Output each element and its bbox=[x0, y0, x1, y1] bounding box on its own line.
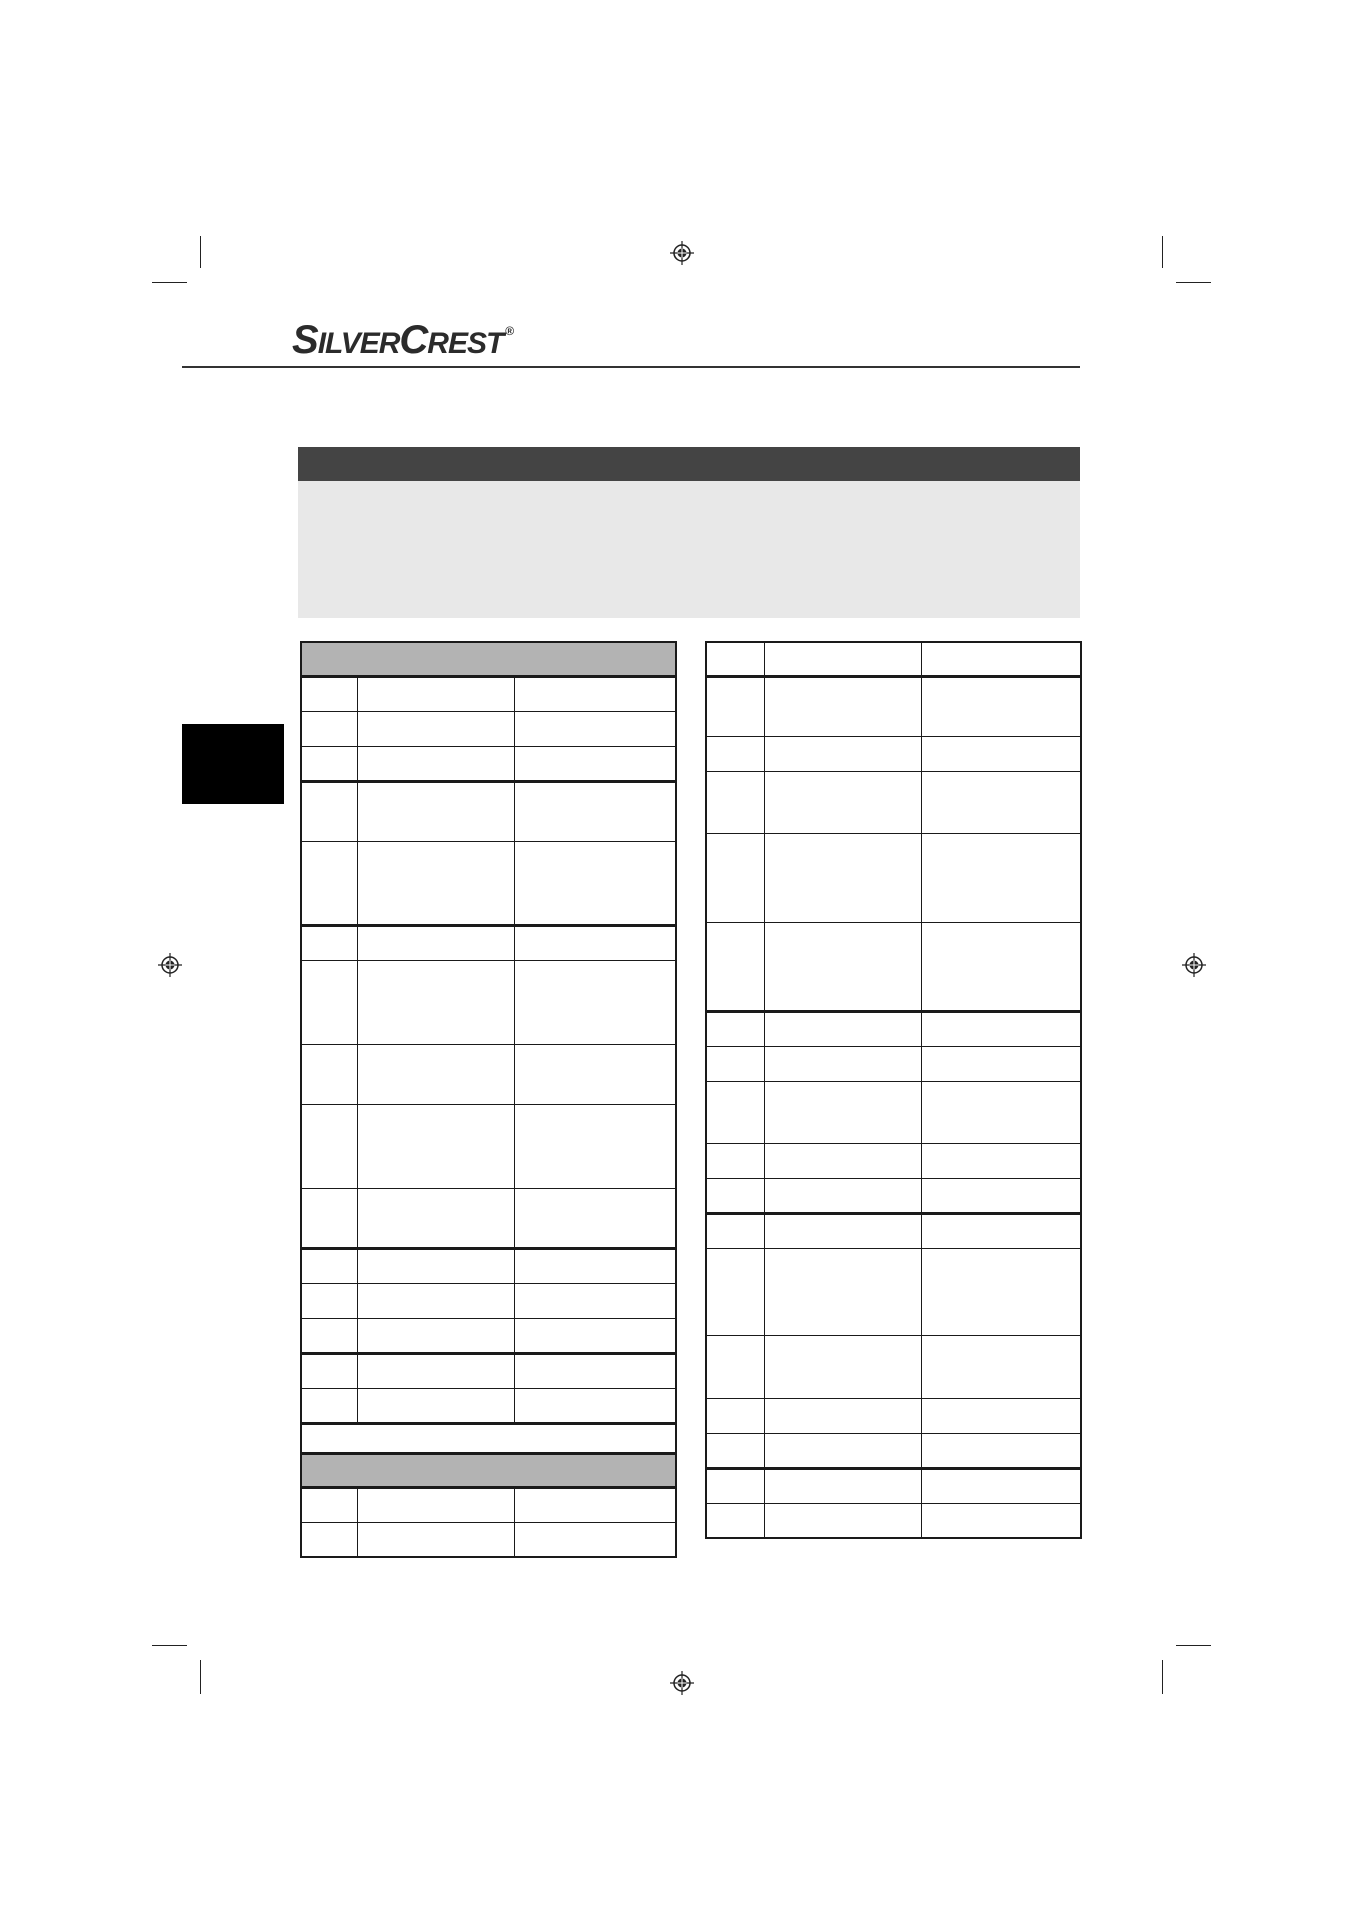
table-cell bbox=[921, 1178, 1081, 1213]
table-row bbox=[706, 1213, 1081, 1248]
table-cell bbox=[514, 1487, 676, 1522]
section-intro-box bbox=[298, 481, 1080, 618]
table-cell bbox=[301, 960, 357, 1044]
table-cell bbox=[514, 1248, 676, 1283]
table-cell bbox=[357, 1283, 514, 1318]
table-cell bbox=[301, 1248, 357, 1283]
table-cell bbox=[357, 781, 514, 841]
table-cell bbox=[357, 1044, 514, 1104]
table-cell bbox=[301, 1353, 357, 1388]
table-cell bbox=[301, 1318, 357, 1353]
crop-mark-top-right-vertical bbox=[1162, 236, 1163, 268]
table-cell bbox=[301, 1522, 357, 1557]
table-cell bbox=[301, 1188, 357, 1248]
table-row bbox=[301, 1248, 676, 1283]
table-header-cell bbox=[301, 642, 676, 676]
table-row bbox=[706, 1046, 1081, 1081]
table-cell bbox=[706, 1248, 764, 1335]
table-cell bbox=[301, 711, 357, 746]
table-cell bbox=[764, 642, 921, 676]
table-cell bbox=[764, 1433, 921, 1468]
crop-mark-bottom-left-vertical bbox=[200, 1660, 201, 1694]
table-cell bbox=[357, 746, 514, 781]
table-cell bbox=[706, 1503, 764, 1538]
table-row bbox=[301, 1388, 676, 1423]
table-cell bbox=[514, 1104, 676, 1188]
table-cell bbox=[706, 833, 764, 922]
table-cell bbox=[514, 1283, 676, 1318]
table-cell bbox=[514, 711, 676, 746]
table-cell bbox=[764, 1335, 921, 1398]
table-cell bbox=[764, 1398, 921, 1433]
table-row bbox=[301, 1104, 676, 1188]
table-row bbox=[706, 1143, 1081, 1178]
crop-mark-bottom-right-vertical bbox=[1162, 1660, 1163, 1694]
table-cell bbox=[301, 676, 357, 711]
logo-registered-mark: ® bbox=[505, 324, 514, 338]
crop-mark-bottom-right-horizontal bbox=[1176, 1645, 1211, 1646]
table-cell bbox=[921, 1248, 1081, 1335]
table-row bbox=[301, 781, 676, 841]
table-cell bbox=[706, 1011, 764, 1046]
table-cell bbox=[357, 1353, 514, 1388]
table-cell bbox=[514, 1353, 676, 1388]
table-cell bbox=[706, 1213, 764, 1248]
spec-table-right bbox=[705, 641, 1082, 1539]
table-row bbox=[706, 736, 1081, 771]
table-cell bbox=[764, 833, 921, 922]
crop-mark-top-right-horizontal bbox=[1176, 282, 1211, 283]
table-cell bbox=[514, 1318, 676, 1353]
table-cell bbox=[921, 833, 1081, 922]
table-cell bbox=[921, 1143, 1081, 1178]
table-row bbox=[706, 833, 1081, 922]
table-cell bbox=[301, 1044, 357, 1104]
table-row bbox=[301, 1353, 676, 1388]
table-cell bbox=[921, 1468, 1081, 1503]
table-cell bbox=[921, 1398, 1081, 1433]
table-cell bbox=[764, 1011, 921, 1046]
table-row bbox=[301, 925, 676, 960]
table-row bbox=[301, 1283, 676, 1318]
table-cell bbox=[514, 746, 676, 781]
crop-mark-top-left-vertical bbox=[200, 236, 201, 268]
table-cell bbox=[764, 771, 921, 833]
table-cell bbox=[301, 1388, 357, 1423]
table-cell bbox=[764, 1178, 921, 1213]
crop-mark-top-left-horizontal bbox=[152, 282, 187, 283]
registration-mark-icon bbox=[158, 953, 182, 977]
table-cell bbox=[921, 1081, 1081, 1143]
logo-initial-c: C bbox=[399, 318, 428, 362]
table-cell bbox=[764, 922, 921, 1011]
table-cell bbox=[764, 1081, 921, 1143]
table-cell bbox=[764, 1046, 921, 1081]
table-cell bbox=[514, 676, 676, 711]
table-row bbox=[706, 922, 1081, 1011]
table-cell bbox=[357, 841, 514, 925]
table-cell bbox=[706, 922, 764, 1011]
table-cell bbox=[514, 1522, 676, 1557]
table-cell bbox=[706, 1178, 764, 1213]
table-cell bbox=[921, 1011, 1081, 1046]
table-cell bbox=[921, 1046, 1081, 1081]
language-side-tab bbox=[182, 724, 284, 804]
logo-initial-s: S bbox=[292, 318, 318, 362]
table-cell bbox=[514, 1388, 676, 1423]
table-row bbox=[706, 1398, 1081, 1433]
header-rule bbox=[182, 366, 1080, 368]
table-row bbox=[301, 1522, 676, 1557]
table-row bbox=[706, 1248, 1081, 1335]
table-cell bbox=[921, 736, 1081, 771]
table-row bbox=[706, 1011, 1081, 1046]
table-row bbox=[706, 1081, 1081, 1143]
table-cell bbox=[706, 1046, 764, 1081]
table-cell bbox=[706, 1468, 764, 1503]
table-cell bbox=[921, 771, 1081, 833]
table-cell bbox=[706, 1433, 764, 1468]
table-cell bbox=[301, 925, 357, 960]
table-row bbox=[706, 676, 1081, 736]
spec-table-left bbox=[300, 641, 677, 1558]
table-row bbox=[301, 841, 676, 925]
table-cell bbox=[921, 1335, 1081, 1398]
crop-mark-bottom-left-horizontal bbox=[152, 1645, 187, 1646]
table-cell bbox=[764, 1248, 921, 1335]
table-row bbox=[706, 1433, 1081, 1468]
table-row bbox=[706, 1335, 1081, 1398]
table-cell bbox=[357, 925, 514, 960]
table-cell bbox=[706, 771, 764, 833]
registration-mark-icon bbox=[670, 1671, 694, 1695]
logo-text-ilver: ILVER bbox=[317, 327, 400, 360]
table-cell bbox=[921, 1213, 1081, 1248]
table-cell bbox=[764, 1503, 921, 1538]
table-header-cell bbox=[301, 1453, 676, 1487]
table-cell bbox=[514, 1188, 676, 1248]
table-row bbox=[301, 746, 676, 781]
table-row bbox=[301, 960, 676, 1044]
table-cell bbox=[357, 1188, 514, 1248]
table-cell bbox=[764, 736, 921, 771]
table-cell bbox=[921, 1433, 1081, 1468]
table-cell bbox=[921, 642, 1081, 676]
table-cell bbox=[357, 1248, 514, 1283]
table-cell bbox=[706, 1143, 764, 1178]
table-cell bbox=[764, 676, 921, 736]
table-cell bbox=[514, 841, 676, 925]
table-cell bbox=[357, 1104, 514, 1188]
table-row bbox=[706, 1178, 1081, 1213]
table-cell bbox=[706, 676, 764, 736]
table-row bbox=[301, 1487, 676, 1522]
table-cell bbox=[357, 1318, 514, 1353]
table-cell bbox=[357, 1487, 514, 1522]
table-cell bbox=[706, 1335, 764, 1398]
table-cell bbox=[357, 1388, 514, 1423]
table-cell bbox=[706, 1398, 764, 1433]
table-cell bbox=[357, 1522, 514, 1557]
table-cell bbox=[357, 960, 514, 1044]
table-row bbox=[301, 1044, 676, 1104]
table-header-row bbox=[301, 642, 676, 676]
table-row bbox=[301, 676, 676, 711]
table-cell bbox=[357, 711, 514, 746]
table-cell bbox=[764, 1143, 921, 1178]
table-row bbox=[301, 711, 676, 746]
table-cell bbox=[706, 736, 764, 771]
table-cell bbox=[514, 960, 676, 1044]
table-cell bbox=[706, 642, 764, 676]
table-row bbox=[706, 771, 1081, 833]
table-row bbox=[301, 1188, 676, 1248]
table-cell bbox=[921, 676, 1081, 736]
table-cell bbox=[921, 1503, 1081, 1538]
table-note-cell bbox=[301, 1423, 676, 1453]
table-cell bbox=[514, 781, 676, 841]
table-cell bbox=[706, 1081, 764, 1143]
table-row bbox=[706, 1468, 1081, 1503]
table-cell bbox=[764, 1468, 921, 1503]
table-note-row bbox=[301, 1423, 676, 1453]
table-cell bbox=[921, 922, 1081, 1011]
logo-text-rest: REST bbox=[427, 327, 504, 360]
registration-mark-icon bbox=[1182, 953, 1206, 977]
table-cell bbox=[301, 1283, 357, 1318]
table-cell bbox=[357, 676, 514, 711]
table-row bbox=[301, 1318, 676, 1353]
table-cell bbox=[301, 746, 357, 781]
table-cell bbox=[514, 1044, 676, 1104]
section-title-bar bbox=[298, 447, 1080, 481]
table-cell bbox=[514, 925, 676, 960]
table-row bbox=[706, 642, 1081, 676]
brand-logo bbox=[292, 318, 513, 360]
table-header-row bbox=[301, 1453, 676, 1487]
table-cell bbox=[301, 841, 357, 925]
registration-mark-icon bbox=[670, 241, 694, 265]
table-row bbox=[706, 1503, 1081, 1538]
table-cell bbox=[764, 1213, 921, 1248]
table-cell bbox=[301, 1487, 357, 1522]
table-cell bbox=[301, 1104, 357, 1188]
table-cell bbox=[301, 781, 357, 841]
